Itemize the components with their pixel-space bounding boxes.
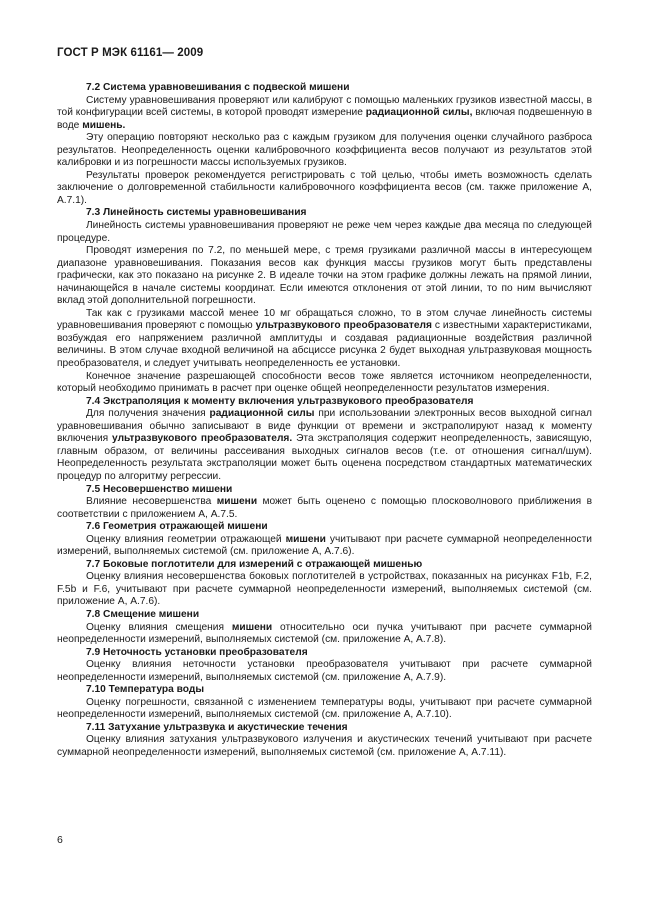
section-heading: 7.6 Геометрия отражающей мишени [86, 521, 268, 533]
section-heading: 7.10 Температура воды [86, 684, 205, 696]
paragraph: Оценку влияния смещения мишени относительно оси пучка учитывают при расчете суммарной неопределенности измерений, выполняемых системой (см. приложение А, А.7.8). [57, 621, 592, 646]
paragraph: Оценку влияния несовершенства боковых поглотителей в устройствах, показанных на рисунках F1b, F.2, F.5b и F.6, учитывают при расчете суммарной неопределенности измерений, выполняемых системой (см. приложение А, А.7.6). [57, 571, 592, 608]
section-heading: 7.3 Линейность системы уравновешивания [86, 207, 307, 219]
document-body [57, 82, 592, 760]
paragraph: Влияние несовершенства мишени может быть оценено с помощью плосковолнового приближения в соответствии с приложением А, А.7.5. [57, 496, 592, 520]
paragraph: Проводят измерения по 7.2, по меньшей мере, с тремя грузиками различной массы в интересующем диапазоне уравновешивания. Показания весов как функция массы грузиков могут быть представлены графически, как это показано на рисунке 2. В идеале точки на этом графике должны лежать на прямой линии, начинающейся в начале системы координат. Если имеются отклонения от этой линии, то по ним вычисляют вклад этой дополнительной погрешности. [57, 245, 592, 307]
section-heading: 7.7 Боковые поглотители для измерений с отражающей мишенью [86, 558, 423, 570]
paragraph: Конечное значение разрешающей способности весов тоже является источником неопределенности, который необходимо принимать в расчет при оценке общей неопределенности результатов измерения. [57, 370, 592, 395]
paragraph: Для получения значения радиационной силы при использовании электронных весов выходной сигнал уравновешивания обычно записывают в виде функции от времени и экстраполируют назад к моменту включения ультразвукового преобразователя. Эта экстраполяция содержит неопределенность, зависящую, главным образом, от величины рассеивания выходных сигналов весов (т.е. от отношения сигнал/шум). Неопределенность результата экстраполяции может быть оценена посредством стандартных математических процедур по алгоритму регрессии. [57, 408, 592, 482]
standard-header: ГОСТ Р МЭК 61161— 2009 [57, 47, 204, 59]
paragraph: Результаты проверок рекомендуется регистрировать с той целью, чтобы иметь возможность сделать заключение о долговременной стабильности калибровочного коэффициента весов (см. также приложение А, А.7.1). [57, 169, 592, 206]
paragraph: Линейность системы уравновешивания проверяют не реже чем через каждые два месяца по следующей процедуре. [57, 220, 592, 244]
paragraph: Систему уравновешивания проверяют или калибруют с помощью маленьких грузиков известной массы, в той конфигурации всей системы, в которой проводят измерение радиационной силы, включая подвешенную в воде мишень. [57, 94, 592, 131]
section-heading: 7.5 Несовершенство мишени [86, 483, 233, 495]
paragraph: Оценку влияния неточности установки преобразователя учитывают при расчете суммарной неопределенности измерений, выполняемых системой (см. приложение А, А.7.9). [57, 659, 592, 683]
section-heading: 7.4 Экстраполяция к моменту включения ультразвукового преобразователя [86, 395, 474, 407]
paragraph: Эту операцию повторяют несколько раз с каждым грузиком для получения оценки случайного разброса результатов. Неопределенность оценки калибровочного коэффициента весов получают из результатов этой калибровки и из погрешности массы используемых грузиков. [57, 132, 592, 169]
page-number: 6 [57, 834, 63, 846]
paragraph: Так как с грузиками массой менее 10 мг обращаться сложно, то в этом случае линейность системы уравновешивания проверяют с помощью ультразвукового преобразователя с известными характеристиками, возбуждая его напряжением различной амплитуды и создавая радиационные воздействия различной величины. В этом случае входной величиной на абсциссе рисунка 2 будет выходная ультразвуковая мощность преобразователя, и следует учитывать неопределенность ее установки. [57, 307, 592, 370]
section-heading: 7.2 Система уравновешивания с подвеской мишени [86, 82, 350, 93]
paragraph: Оценку влияния затухания ультразвукового излучения и акустических течений учитывают при расчете суммарной неопределенности измерений, выполняемых системой (см. приложение А, А.7.11). [57, 734, 592, 758]
paragraph: Оценку влияния геометрии отражающей мишени учитывают при расчете суммарной неопределенности измерений, выполняемых системой (см. приложение А, А.7.6). [57, 533, 592, 558]
section-heading: 7.9 Неточность установки преобразователя [86, 646, 308, 658]
paragraph: Оценку погрешности, связанной с изменением температуры воды, учитывают при расчете суммарной неопределенности измерений, выполняемых системой (см. приложение А, А.7.10). [57, 696, 592, 721]
section-heading: 7.11 Затухание ультразвука и акустические течения [86, 721, 348, 733]
section-heading: 7.8 Смещение мишени [86, 608, 200, 620]
